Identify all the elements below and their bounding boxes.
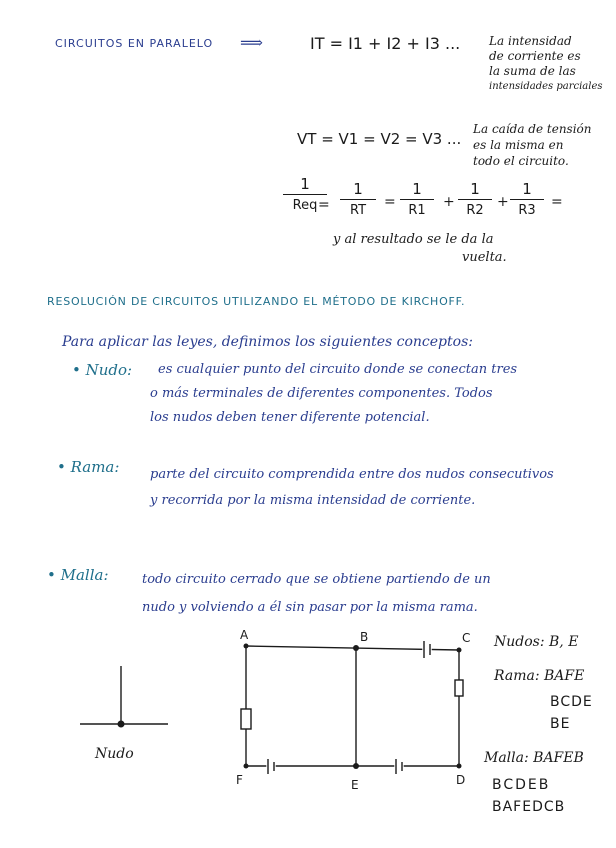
voltage-note-line: es la misma en [473,138,564,152]
fraction-numerator: 1 [510,180,544,200]
node-label-a: A [240,628,249,642]
term-nudo: • Nudo: [72,361,133,379]
fraction-numerator: 1 [400,180,434,200]
equals-sign: = [551,194,563,210]
malla-answer: Malla: BAFEB [484,750,584,766]
malla-answer-extra: BAFEDCB [492,799,566,815]
term-malla: • Malla: [47,566,109,584]
rama-answer-extra: BE [550,716,571,732]
kirchhoff-heading: RESOLUCIÓN DE CIRCUITOS UTILIZANDO EL MÉTODO DE KIRCHOFF. [47,295,466,308]
node-label-b: B [360,630,369,644]
section-title-parallel: CIRCUITOS EN PARALELO [55,37,214,50]
node-label-f: F [236,773,243,787]
current-note-line: la suma de las [489,64,576,78]
node-dot-d [457,764,462,769]
nudo-example-dot [118,721,125,728]
fraction-denominator: R3 [518,203,536,218]
kirchhoff-intro: Para aplicar las leyes, definimos los siguientes conceptos: [62,334,473,350]
voltage-note-line: todo el circuito. [473,154,569,168]
definition-line: nudo y volviendo a él sin pasar por la misma rama. [142,600,478,615]
result-note-line: y al resultado se le da la [333,232,494,247]
resistor-left [241,709,251,729]
term-rama: • Rama: [57,458,120,476]
fraction-denominator: R2 [466,203,484,218]
equals-sign: = [384,194,396,210]
node-label-e: E [351,778,359,792]
definition-line: es cualquier punto del circuito donde se conectan tres [158,362,518,377]
current-note-line: de corriente es [489,49,581,63]
node-label-c: C [462,631,471,645]
fraction-numerator: 1 [340,180,376,200]
current-formula: IT = I1 + I2 + I3 ... [310,34,461,53]
definition-line: parte del circuito comprendida entre dos nudos consecutivos [150,467,554,482]
node-dot-b [353,645,359,651]
node-dot-f [244,764,249,769]
equals-sign: = [318,197,330,213]
node-dot-e [353,763,359,769]
resistor-right [455,680,463,696]
fraction-denominator: Req [292,198,318,213]
current-note-line: La intensidad [489,34,572,48]
definition-line: y recorrida por la misma intensidad de corriente. [150,493,476,508]
voltage-formula: VT = V1 = V2 = V3 ... [297,130,462,148]
definition-line: o más terminales de diferentes componentes. Todos [150,386,493,401]
node-dot-a [244,644,249,649]
voltage-note-line: La caída de tensión [473,122,592,136]
fraction-denominator: R1 [408,203,426,218]
definition-line: todo circuito cerrado que se obtiene partiendo de un [142,572,491,587]
fraction-denominator: RT [349,203,367,218]
nudo-caption: Nudo [95,746,134,762]
fraction-numerator: 1 [458,180,492,200]
rama-answer-extra: BCDE [550,694,593,710]
definition-line: los nudos deben tener diferente potencial. [150,410,430,425]
result-note-line: vuelta. [462,250,507,265]
nudos-answer: Nudos: B, E [494,634,579,650]
fraction-numerator: 1 [283,175,327,195]
plus-sign: + [497,194,509,210]
node-label-d: D [456,773,466,787]
node-dot-c [457,648,462,653]
current-note-line: intensidades parciales [489,81,603,92]
implies-arrow: ⟹ [240,33,263,52]
malla-answer-extra: BCDEB [492,777,551,793]
plus-sign: + [443,194,455,210]
rama-answer: Rama: BAFE [494,668,585,684]
